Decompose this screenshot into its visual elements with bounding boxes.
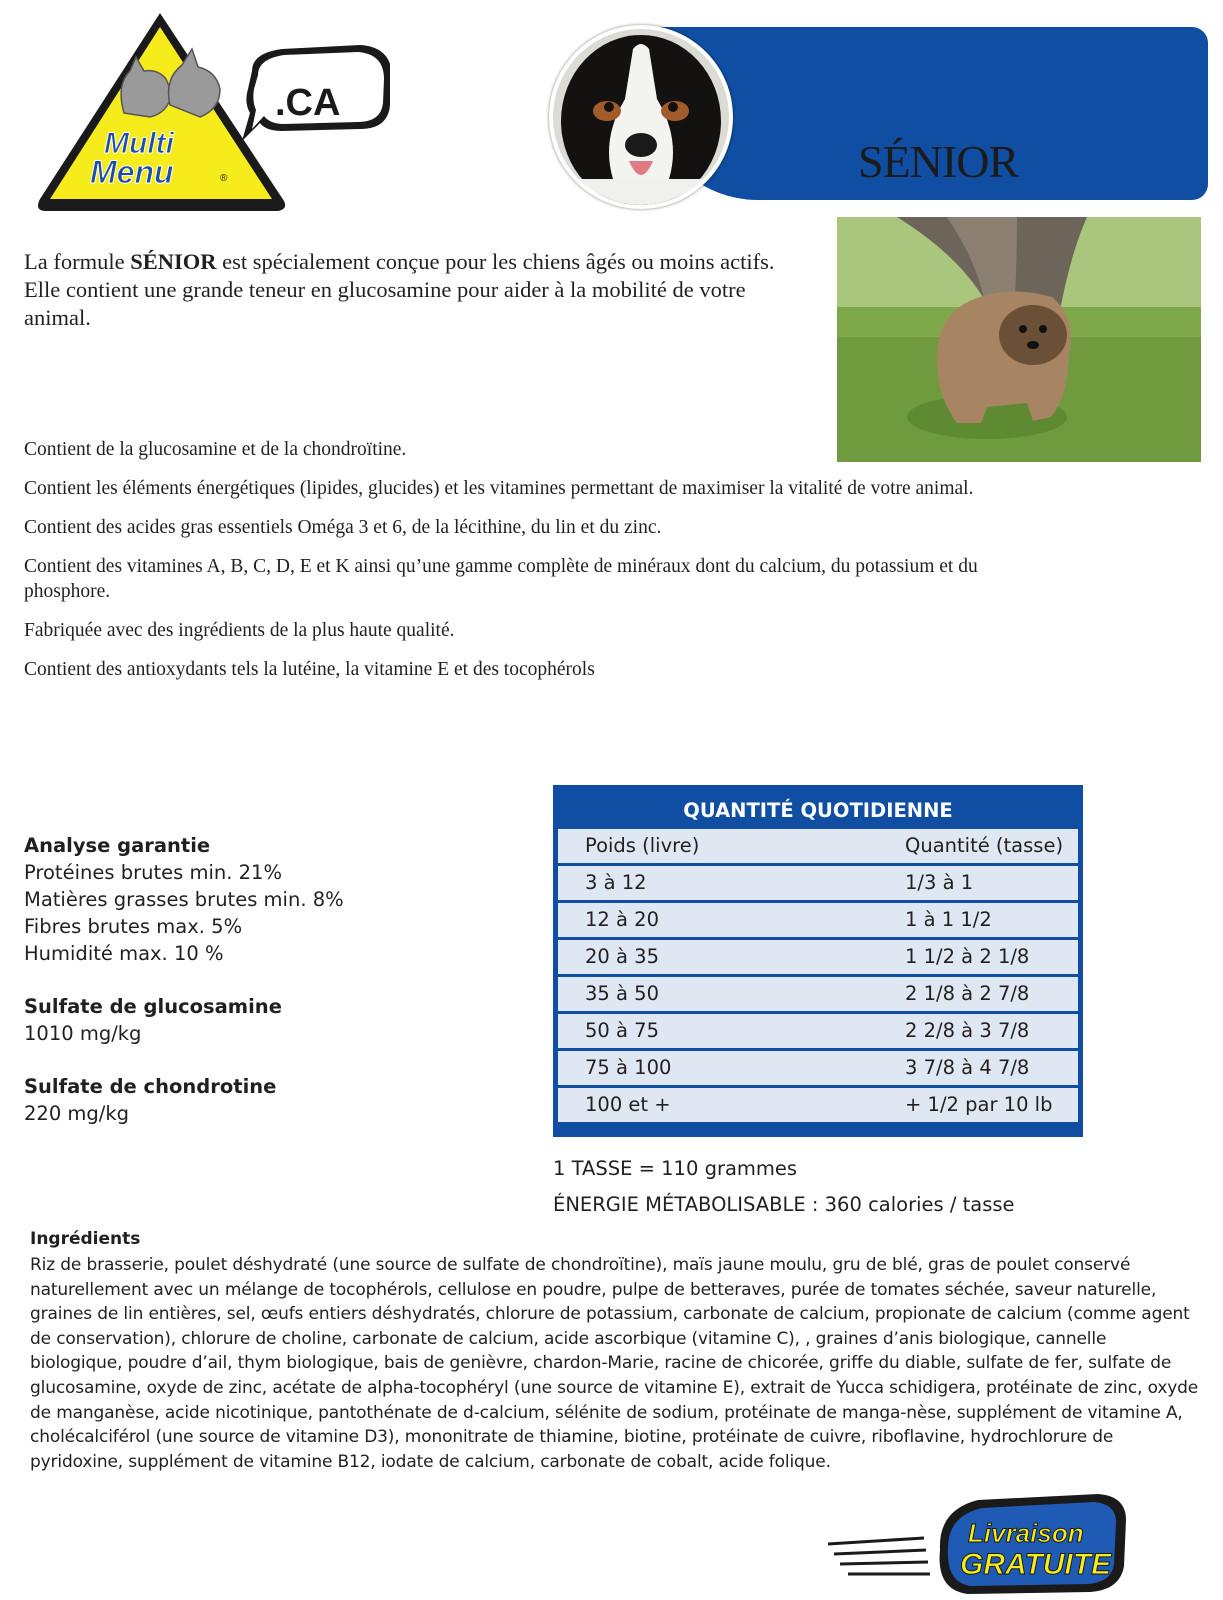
quantity-cell: 1 à 1 1/2 <box>905 908 992 931</box>
logo-domain: .CA <box>275 82 341 124</box>
multimenu-logo <box>20 5 390 220</box>
quantity-cell: 1 1/2 à 2 1/8 <box>905 945 1030 968</box>
weight-cell: 100 et + <box>585 1093 671 1116</box>
quantity-cell: 2 2/8 à 3 7/8 <box>905 1019 1030 1042</box>
guaranteed-analysis <box>24 832 504 1127</box>
daily-quantity-table <box>553 785 1083 1137</box>
glucosamine-title: Sulfate de glucosamine <box>24 995 282 1018</box>
puppy-photo <box>837 217 1201 462</box>
table-header-row <box>558 829 1078 863</box>
feature-item: Contient des vitamines A, B, C, D, E et K ainsi qu’une gamme complète de minéraux dont du calcium, du potassium et du phosphore. <box>24 556 978 602</box>
analysis-line: Protéines brutes min. 21% <box>24 861 282 884</box>
glucosamine-value: 1010 mg/kg <box>24 1022 142 1045</box>
weight-cell: 3 à 12 <box>585 871 647 894</box>
table-row <box>558 903 1078 937</box>
weight-cell: 50 à 75 <box>585 1019 659 1042</box>
page-title: SÉNIOR <box>858 136 1019 187</box>
feature-item: Contient les éléments énergétiques (lipides, glucides) et les vitamines permettant de maximiser la vitalité de votre animal. <box>24 478 974 499</box>
header-weight: Poids (livre) <box>585 834 700 857</box>
dog-portrait <box>549 25 733 209</box>
table-row <box>558 866 1078 900</box>
quantity-cell: 1/3 à 1 <box>905 871 974 894</box>
header-quantity: Quantité (tasse) <box>905 834 1064 857</box>
table-title: QUANTITÉ QUOTIDIENNE <box>683 799 953 822</box>
chondrotine-title: Sulfate de chondrotine <box>24 1075 277 1098</box>
feature-list <box>24 437 1024 696</box>
intro-paragraph: La formule SÉNIOR est spécialement conçue pour les chiens âgés ou moins actifs. Elle contient une grande teneur en glucosamine pour aider à la mobilité de votre animal. <box>24 249 775 330</box>
table-row <box>558 1014 1078 1048</box>
metabolizable-energy: ÉNERGIE MÉTABOLISABLE : 360 calories / tasse <box>553 1193 1015 1216</box>
free-delivery-badge <box>828 1490 1128 1598</box>
analysis-line: Matières grasses brutes min. 8% <box>24 888 344 911</box>
feature-item: Contient des antioxydants tels la lutéine, la vitamine E et des tocophérols <box>24 659 595 680</box>
logo-registered: ® <box>220 173 228 184</box>
quantity-cell: 3 7/8 à 4 7/8 <box>905 1056 1030 1079</box>
weight-cell: 20 à 35 <box>585 945 659 968</box>
cup-conversion: 1 TASSE = 110 grammes <box>553 1157 798 1180</box>
table-row <box>558 1088 1078 1122</box>
analysis-title: Analyse garantie <box>24 834 211 857</box>
weight-cell: 35 à 50 <box>585 982 659 1005</box>
analysis-line: Humidité max. 10 % <box>24 942 224 965</box>
feature-item: Contient de la glucosamine et de la chondroïtine. <box>24 439 407 460</box>
quantity-cell: + 1/2 par 10 lb <box>905 1093 1053 1116</box>
logo-line-1: Multi <box>104 127 174 160</box>
delivery-line-2: GRATUITE <box>960 1548 1112 1581</box>
weight-cell: 75 à 100 <box>585 1056 672 1079</box>
feature-item: Contient des acides gras essentiels Oméga 3 et 6, de la lécithine, du lin et du zinc. <box>24 517 662 538</box>
chondrotine-value: 220 mg/kg <box>24 1102 130 1125</box>
table-row <box>558 977 1078 1011</box>
analysis-line: Fibres brutes max. 5% <box>24 915 243 938</box>
ingredients-title: Ingrédients <box>30 1229 141 1249</box>
logo-line-2: Menu <box>90 154 174 190</box>
ingredients-text: Riz de brasserie, poulet déshydraté (une source de sulfate de chondroïtine), maïs jaune moulu, gru de blé, gras de poulet conservé naturellement avec un mélange de tocophérols, cellulose en poudre, pulpe de betteraves, purée de tomates séchée, saveur naturelle, graines de lin entières, sel, œufs entiers déshydratés, chlorure de potassium, carbonate de calcium, propionate de calcium (comme agent de conservation), chlorure de choline, carbonate de calcium, acide ascorbique (vitamine C), , graines d’anis biologique, cannelle biologique, poudre d’ail, thym biologique, bais de genièvre, chardon-Marie, racine de chicorée, griffe du diable, sulfate de fer, sulfate de glucosamine, oxyde de zinc, acétate de alpha-tocophéryl (une source de vitamine E), extrait de Yucca schidigera, protéinate de zinc, oxyde de manganèse, acide nicotinique, pantothénate de d-calcium, sélénite de sodium, protéinate de manga-nèse, supplément de vitamine A, cholécalciférol (une source de vitamine D3), mononitrate de thiamine, biotine, protéinate de cuivre, riboflavine, hydrochlorure de pyridoxine, supplément de vitamine B12, iodate de calcium, carbonate de cobalt, acide folique. <box>30 1255 1199 1472</box>
feature-item: Fabriquée avec des ingrédients de la plus haute qualité. <box>24 620 455 641</box>
weight-cell: 12 à 20 <box>585 908 659 931</box>
product-name: SÉNIOR <box>130 249 217 274</box>
delivery-line-1: Livraison <box>968 1518 1084 1548</box>
table-row <box>558 1051 1078 1085</box>
quantity-cell: 2 1/8 à 2 7/8 <box>905 982 1030 1005</box>
speed-lines-icon <box>828 1538 930 1574</box>
table-row <box>558 940 1078 974</box>
